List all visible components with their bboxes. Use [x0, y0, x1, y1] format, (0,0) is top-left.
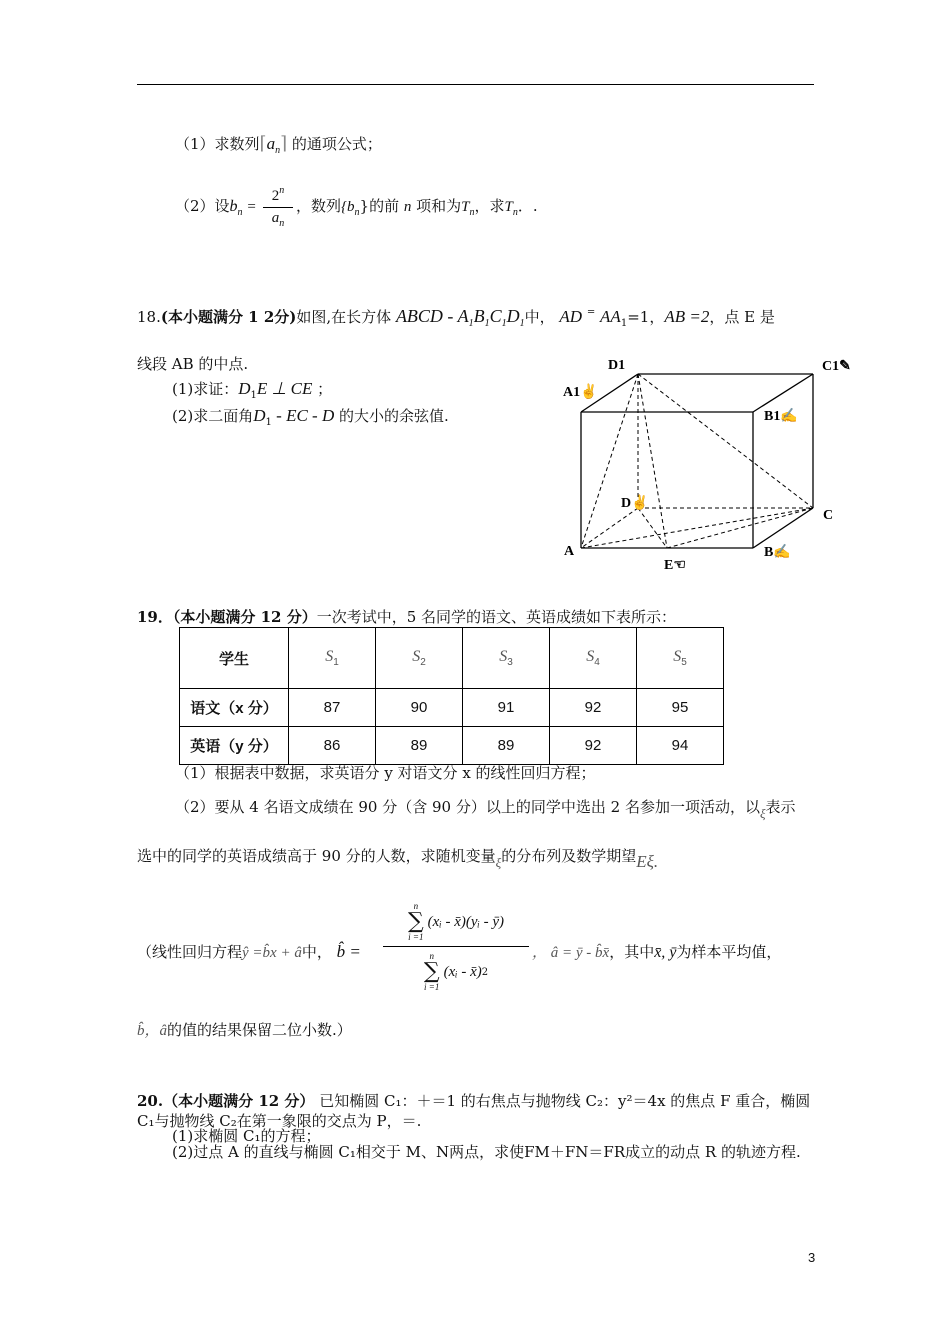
segment-d1e: [638, 374, 667, 548]
segment-ec: [667, 508, 813, 548]
header-s4: [550, 628, 637, 689]
segment-d1c: [638, 374, 813, 508]
q18-ab: AB =2: [664, 307, 710, 326]
q20-line1: [137, 1090, 810, 1111]
label-e: E☜: [664, 558, 686, 573]
label-b1: B1✍: [764, 409, 798, 424]
header-s2: [376, 628, 463, 689]
q17-seq-b-close: }: [359, 197, 370, 215]
q19-points: （本小题满分 12 分）: [172, 608, 317, 626]
q19-part3: [137, 845, 658, 872]
edge-da: [581, 508, 638, 548]
q18-ad: AD: [559, 307, 583, 326]
header-rule: [137, 84, 814, 85]
q18-box-b: B: [473, 306, 485, 326]
s5-name: S: [673, 648, 682, 665]
q18-line2: 线段 AB 的中点.: [137, 355, 249, 373]
q18-sub-d1: 1: [519, 318, 525, 329]
formula-note: [137, 1019, 352, 1040]
cell-chinese-2: 90: [376, 689, 463, 727]
edge-c1b1: [753, 374, 813, 412]
q18-aa1-sub: 1: [620, 318, 628, 329]
cell-english-5: 94: [637, 727, 724, 765]
q20-part2: (2)过点 A 的直线与椭圆 C₁相交于 M、N两点，求使FM＋FN＝FR成立的动点 R 的轨迹方程.: [172, 1143, 801, 1161]
q18-p2-d: D: [253, 406, 266, 425]
s4-name: S: [586, 648, 595, 665]
formula-numerator: (xᵢ - x̄)(yᵢ - ȳ): [427, 913, 505, 930]
q17-part2-rest: [296, 195, 538, 218]
cell-english-1: 86: [289, 727, 376, 765]
s2-sub: 2: [420, 657, 426, 668]
q17-frac-num: 2: [271, 188, 280, 204]
formula-den-sup: 2: [481, 966, 489, 978]
q18-eq1: =1，: [627, 308, 665, 326]
q18-p2-math: - EC - D: [271, 406, 335, 425]
label-a1: A1✌: [563, 385, 598, 400]
q19-number: 19．: [137, 608, 173, 626]
sum2-icon: ∑: [423, 959, 440, 984]
label-b: B✍: [764, 545, 791, 560]
s5-sub: 5: [681, 657, 687, 668]
s3-sub: 3: [507, 657, 513, 668]
q19-heading: [137, 606, 676, 627]
q19-xi: ξ: [759, 806, 766, 821]
row-label-english: 英语（y 分）: [180, 727, 289, 765]
q17-seq-b-sub: n: [354, 207, 360, 218]
formula-mid: 中，: [301, 943, 332, 961]
formula-intro: [137, 941, 361, 962]
note-text: 的值的结果保留二位小数.）: [167, 1021, 352, 1039]
q18-eqsign: =: [586, 307, 596, 318]
cuboid-figure: [560, 350, 860, 575]
q17-eq: =: [247, 199, 256, 215]
q18-p2-sub: 1: [265, 417, 272, 428]
s2-name: S: [412, 648, 421, 665]
q18-p1-d: D: [238, 379, 251, 398]
q18-box-abcd: ABCD - A: [395, 306, 469, 326]
label-c1: C1✎: [822, 359, 851, 374]
cell-chinese-3: 91: [463, 689, 550, 727]
s1-sub: 1: [333, 657, 339, 668]
q17-T2-sub: n: [512, 207, 518, 218]
formula-denominator: (xᵢ - x̄): [443, 963, 482, 980]
q17-b-sub: n: [237, 207, 243, 218]
q19-p3-a: 选中的同学的英语成绩高于 90 分的人数，求随机变量: [137, 847, 496, 865]
formula-yhat: ŷ =b̂x + â: [242, 945, 302, 961]
q17-frac-den: a: [271, 210, 280, 226]
header-s3: [463, 628, 550, 689]
q19-p2-tail: 表示: [765, 798, 796, 816]
cell-english-3: 89: [463, 727, 550, 765]
q19-part2: [175, 796, 796, 822]
q17-p1-suffix: 的通项公式；: [291, 135, 382, 153]
segment-de: [638, 508, 667, 548]
q19-p3-xi: ξ: [495, 855, 502, 870]
q18-p2-end: 的大小的余弦值.: [339, 407, 449, 425]
q18-box-c: C: [489, 306, 502, 326]
segment-ac: [581, 508, 813, 548]
formula-tail: ，其中: [609, 943, 655, 961]
note-hats: b̂，â: [137, 1023, 168, 1039]
cell-chinese-5: 95: [637, 689, 724, 727]
q17-T2: T: [504, 199, 513, 215]
q18-aa1: AA: [600, 307, 621, 326]
q18-p1-label: (1)求证：: [172, 380, 239, 398]
formula-end: 为样本平均值，: [676, 943, 782, 961]
q18-heading: [137, 306, 775, 329]
label-d1: D1: [608, 358, 626, 373]
q19-p2-text: （2）要从 4 名语文成绩在 90 分（含 90 分）以上的同学中选出 2 名参加一项活动，以: [175, 798, 760, 816]
q19-intro: 一次考试中，5 名同学的语文、英语成绩如下表所示：: [316, 608, 677, 626]
s3-name: S: [499, 648, 508, 665]
edge-bc: [753, 508, 813, 548]
q18-p1-sub: 1: [250, 390, 257, 401]
cell-chinese-1: 87: [289, 689, 376, 727]
q18-part1: [172, 378, 332, 401]
q19-expectation: Eξ.: [636, 852, 659, 871]
q17-frac-den-sub: n: [279, 218, 285, 229]
q17-T: T: [461, 199, 470, 215]
q20-line2: C₁与抛物线 C₂在第一象限的交点为 P，＝.: [137, 1112, 422, 1130]
sum-bottom-i: i =1: [408, 932, 424, 942]
score-table: [179, 627, 724, 765]
row-label-chinese: 语文（x 分）: [180, 689, 289, 727]
q18-p1-math: E ⊥ CE: [256, 379, 313, 398]
q17-p2-tail1: 的前: [369, 197, 400, 215]
label-d: D✌: [621, 496, 649, 511]
table-row-chinese: [180, 689, 724, 727]
q17-b: b: [229, 198, 238, 215]
q17-part2: [175, 195, 256, 218]
q17-p2-mid: ，数列: [296, 197, 342, 215]
q17-T-sub: n: [469, 207, 475, 218]
q18-p2-label: (2)求二面角: [172, 407, 254, 425]
segment-d1a: [581, 374, 638, 548]
q17-p2-end: ．.: [517, 197, 538, 215]
q18-mid: 中，: [524, 308, 555, 326]
formula-fraction: [383, 901, 529, 994]
page-number: 3: [808, 1250, 816, 1265]
q17-frac-num-sup: n: [279, 185, 285, 196]
cell-english-2: 89: [376, 727, 463, 765]
q20-number: 20.: [137, 1092, 164, 1110]
q17-part1: （1）求数列$⌈a_n⌉$ 的通项公式；: [175, 133, 382, 156]
q20-part1: (1)求椭圆 C₁的方程；: [172, 1127, 321, 1145]
q18-part2: [172, 405, 449, 428]
q17-seq-a-sub: n: [275, 145, 281, 156]
q20-points: （本小题满分 12 分）: [163, 1092, 315, 1110]
sum2-top-n: n: [429, 951, 434, 961]
q17-seq-b: {b: [341, 199, 355, 215]
q19-p3-b: 的分布列及数学期望: [501, 847, 637, 865]
q17-p2-tail2: 项和为: [416, 197, 462, 215]
label-a: A: [564, 544, 575, 559]
q18-number: 18.: [137, 308, 161, 326]
s4-sub: 4: [594, 657, 600, 668]
cell-english-4: 92: [550, 727, 637, 765]
s1-name: S: [325, 648, 334, 665]
q17-fraction: [263, 185, 293, 229]
table-row-english: [180, 727, 724, 765]
formula-ahat: ， â = ȳ - b̂x̄: [532, 945, 610, 961]
q18-intro: 如图,在长方体: [296, 308, 392, 326]
q18-sub-b1: 1: [484, 318, 490, 329]
q17-n: n: [403, 199, 412, 215]
q20-line1-text: 已知椭圆 C₁：＋＝1 的右焦点与抛物线 C₂：y²＝4x 的焦点 F 重合，椭圆: [319, 1092, 811, 1110]
sum-top-n: n: [413, 901, 419, 911]
q17-p2-prefix: （2）设: [175, 197, 230, 215]
sum-icon: ∑: [407, 909, 424, 934]
q17-seq-a: a: [266, 134, 276, 153]
label-c: C: [823, 508, 834, 523]
q18-points: (本小题满分 1 2分): [160, 308, 297, 326]
header-student: 学生: [180, 628, 289, 689]
q18-sub-a1: 1: [468, 318, 474, 329]
q18-sub-c1: 1: [501, 318, 507, 329]
q18-p1-end: ；: [317, 380, 333, 398]
header-s1: [289, 628, 376, 689]
formula-means: x̄, ȳ: [654, 944, 677, 961]
header-s5: [637, 628, 724, 689]
table-header-row: [180, 628, 724, 689]
cell-chinese-4: 92: [550, 689, 637, 727]
sum2-bottom-i: i =1: [424, 982, 440, 992]
formula-rest: [532, 941, 781, 962]
q17-p1-prefix: （1）求数列: [175, 135, 260, 153]
q19-part1: （1）根据表中数据，求英语分 y 对语文分 x 的线性回归方程；: [175, 764, 596, 782]
formula-intro-text: （线性回归方程: [137, 943, 243, 961]
q18-box-d: D: [506, 306, 520, 326]
formula-bhat: b̂ =: [336, 942, 361, 961]
q18-tail: ，点 E 是: [709, 308, 775, 326]
q17-p2-tail3: ，求: [474, 197, 505, 215]
